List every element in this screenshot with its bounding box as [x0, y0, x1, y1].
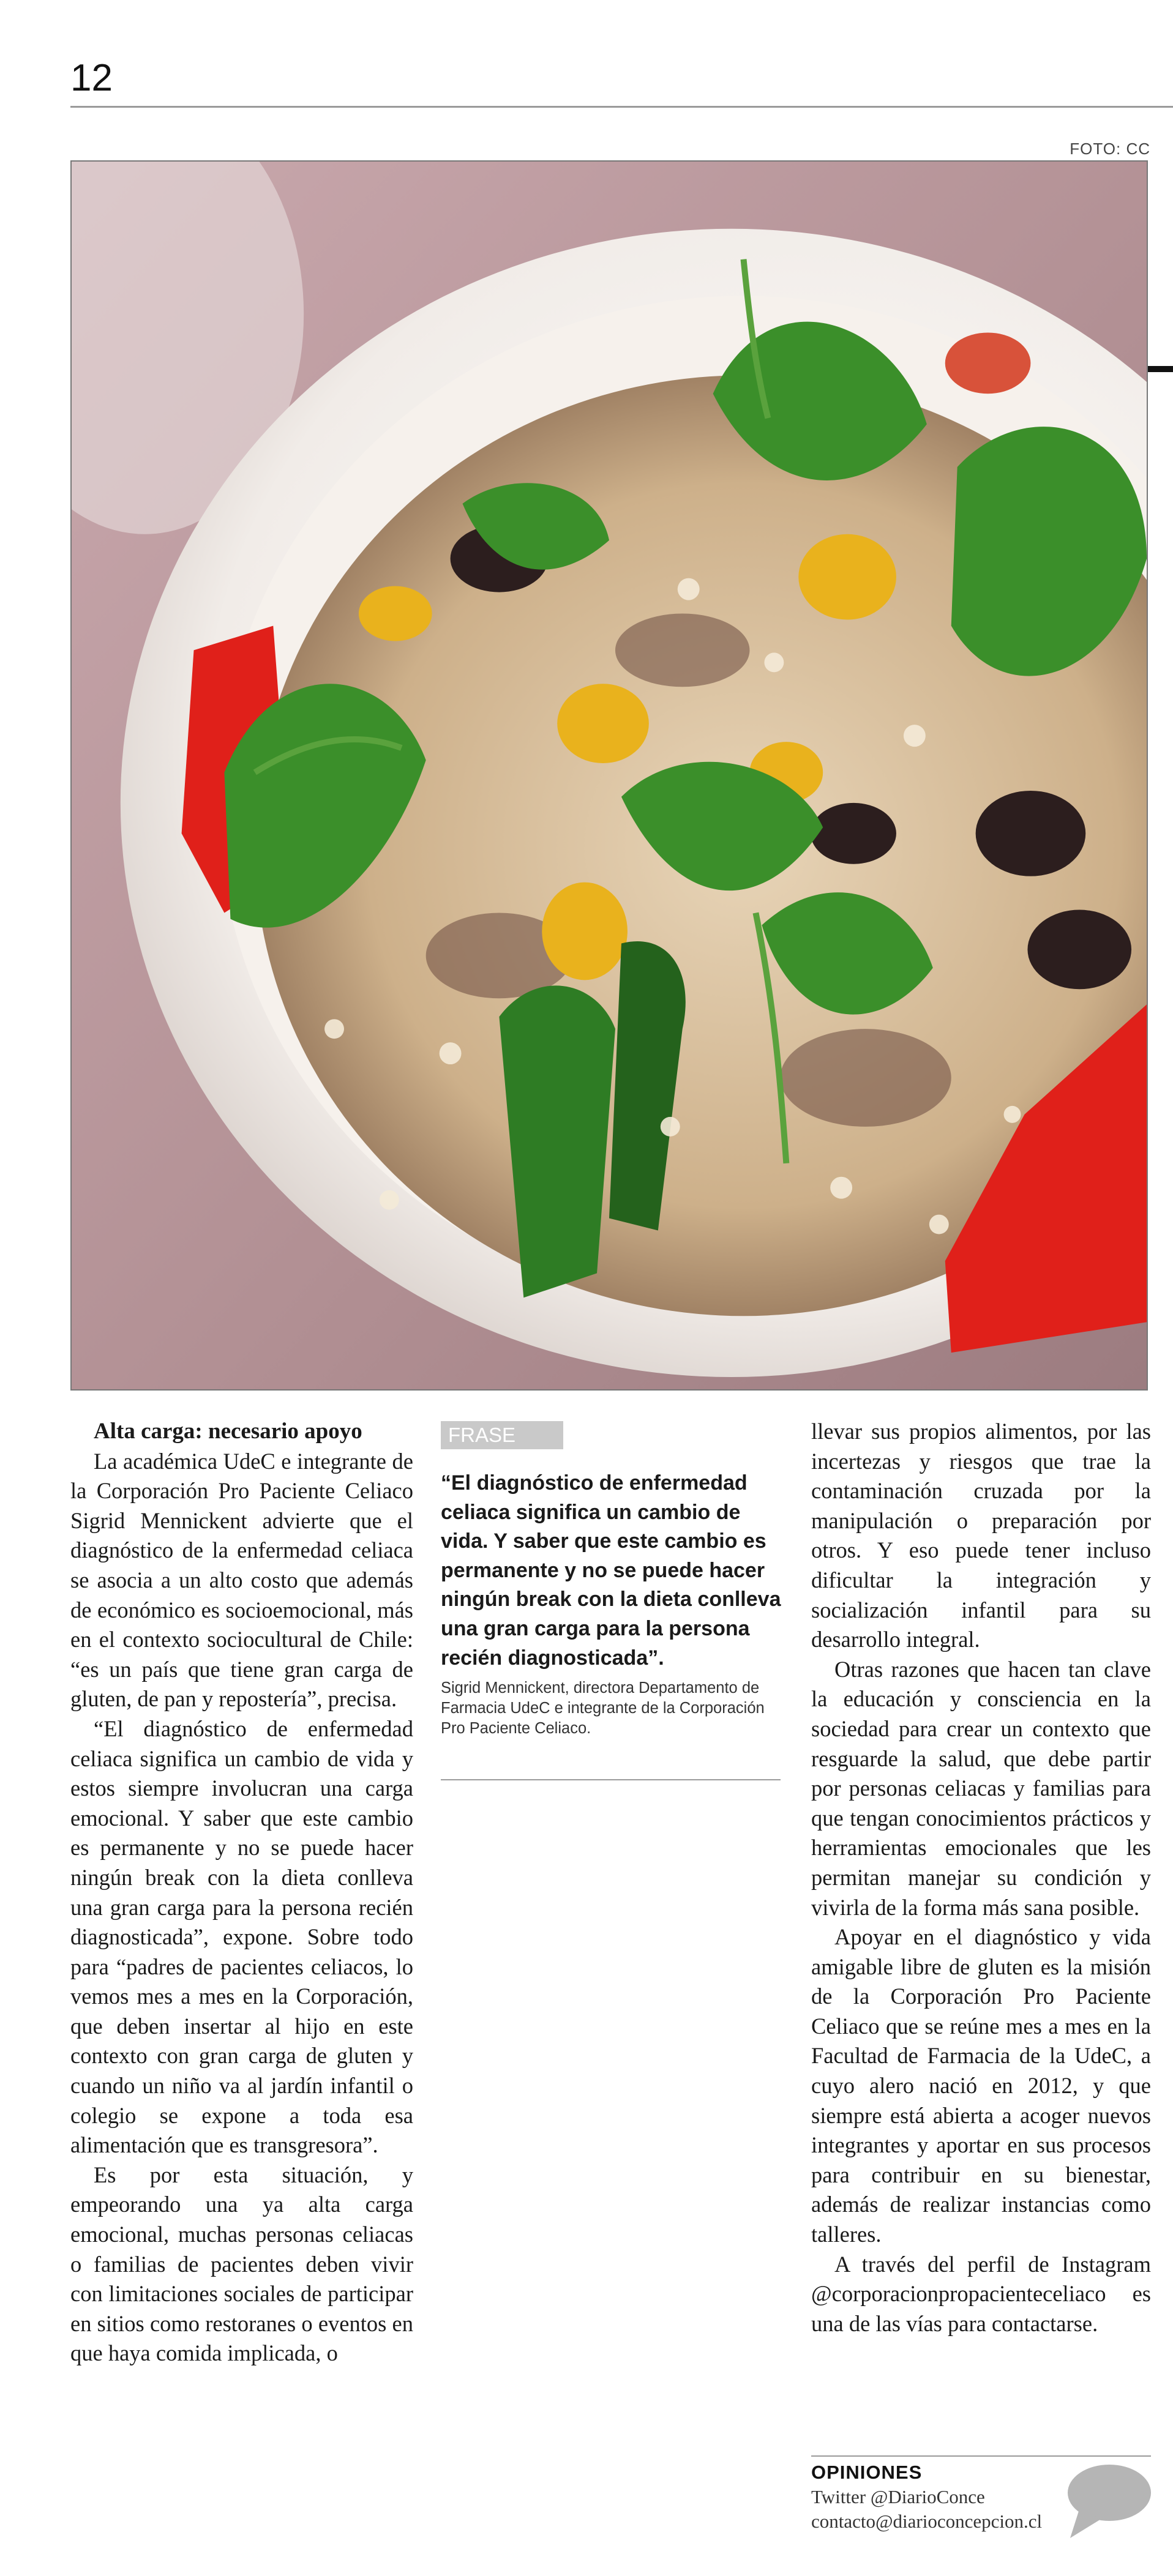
- left-paragraph-2: “El diagnóstico de enfermedad celiaca significa un cambio de vida y estos siempre involucran una carga emocional. Y saber que este cambio es permanente y no se puede hacer ningún break con la dieta conlleva una gran carga para la persona recién diagnosticada”, expone. Sobre todo para “padres de pacientes celiacos, lo vemos mes a mes en la Corporación, que deben insertar al hijo en este contexto con gran carga de gluten y cuando un niño va al jardín infantil o colegio se expone a toda esa alimentación que es transgresora”.: [70, 1715, 413, 2158]
- pull-quote: “El diagnóstico de enfermedad celiaca significa un cambio de vida. Y saber que este cambio es permanente y no se puede hacer ningún break con la dieta conlleva una gran carga para la persona recién diagnosticada”.: [441, 1471, 781, 1670]
- right-paragraph-3: Apoyar en el diagnóstico y vida amigable libre de gluten es la misión de la Corporación Pro Paciente Celiaco que se reúne mes a mes en la Facultad de Farmacia de la UdeC, a cuyo alero nació en 2012, y que siempre está abierta a acoger nuevos integrantes y aportar en sus procesos para contribuir en su bienestar, además de realizar instancias como talleres.: [811, 1924, 1151, 2247]
- opinions-title: OPINIONES: [811, 2462, 923, 2483]
- opinions-contact-email[interactable]: contacto@diarioconcepcion.cl: [811, 2511, 1043, 2532]
- quote-attribution: Sigrid Mennickent, directora Departamento de Farmacia UdeC e integrante de la Corporación Pro Paciente Celiaco.: [441, 1679, 765, 1737]
- photo-credit: FOTO: CC: [1070, 140, 1150, 158]
- right-paragraph-2: Otras razones que hacen tan clave la educación y consciencia en la sociedad para crear un contexto que resguarde la salud, que debe partir por personas celiacas y familias para que tengan conocimientos prácticos y herramientas emocionales que les permitan manejar su condición y vivirla de la forma más sana posible.: [811, 1656, 1151, 1920]
- quinoa-salad-photo: [70, 160, 1148, 1391]
- quote-divider: [441, 1779, 781, 1780]
- right-column: [811, 1417, 1151, 2339]
- subhead: Alta carga: necesario apoyo: [94, 1419, 362, 1444]
- left-column: [70, 1417, 413, 2369]
- opinions-rule: [811, 2455, 1151, 2457]
- right-paragraph-4: A través del perfil de Instagram @corporacionpropacienteceliaco es una de las vías para contactarse.: [811, 2251, 1151, 2336]
- left-paragraph-1: La académica UdeC e integrante de la Corporación Pro Paciente Celiaco Sigrid Mennickent advierte que el diagnóstico de la enfermedad celiaca se asocia a un alto costo que además de económico es socioemocional, más en el contexto sociocultural de Chile: “es un país que tiene gran carga de gluten, de pan y repostería”, precisa.: [70, 1448, 413, 1712]
- page-number: 12: [70, 57, 113, 99]
- opinions-twitter[interactable]: Twitter @DiarioConce: [811, 2486, 985, 2507]
- speech-bubble-icon: [1065, 2463, 1151, 2543]
- left-paragraph-3: Es por esta situación, y empeorando una ya alta carga emocional, muchas personas celiacas o familias de pacientes deben vivir con limitaciones sociales de participar en sitios como restoranes o eventos en que haya comida implicada, o: [70, 2162, 413, 2366]
- header-rule: [70, 106, 1173, 108]
- right-paragraph-1: llevar sus propios alimentos, por las incertezas y riesgos que trae la contaminación cruzada por la manipulación o preparación por otros. Y eso puede tener incluso dificultar la integración y socialización infantil para su desarrollo integral.: [811, 1419, 1151, 1652]
- quote-tag: FRASE: [441, 1421, 563, 1449]
- edge-marker: [1145, 366, 1173, 372]
